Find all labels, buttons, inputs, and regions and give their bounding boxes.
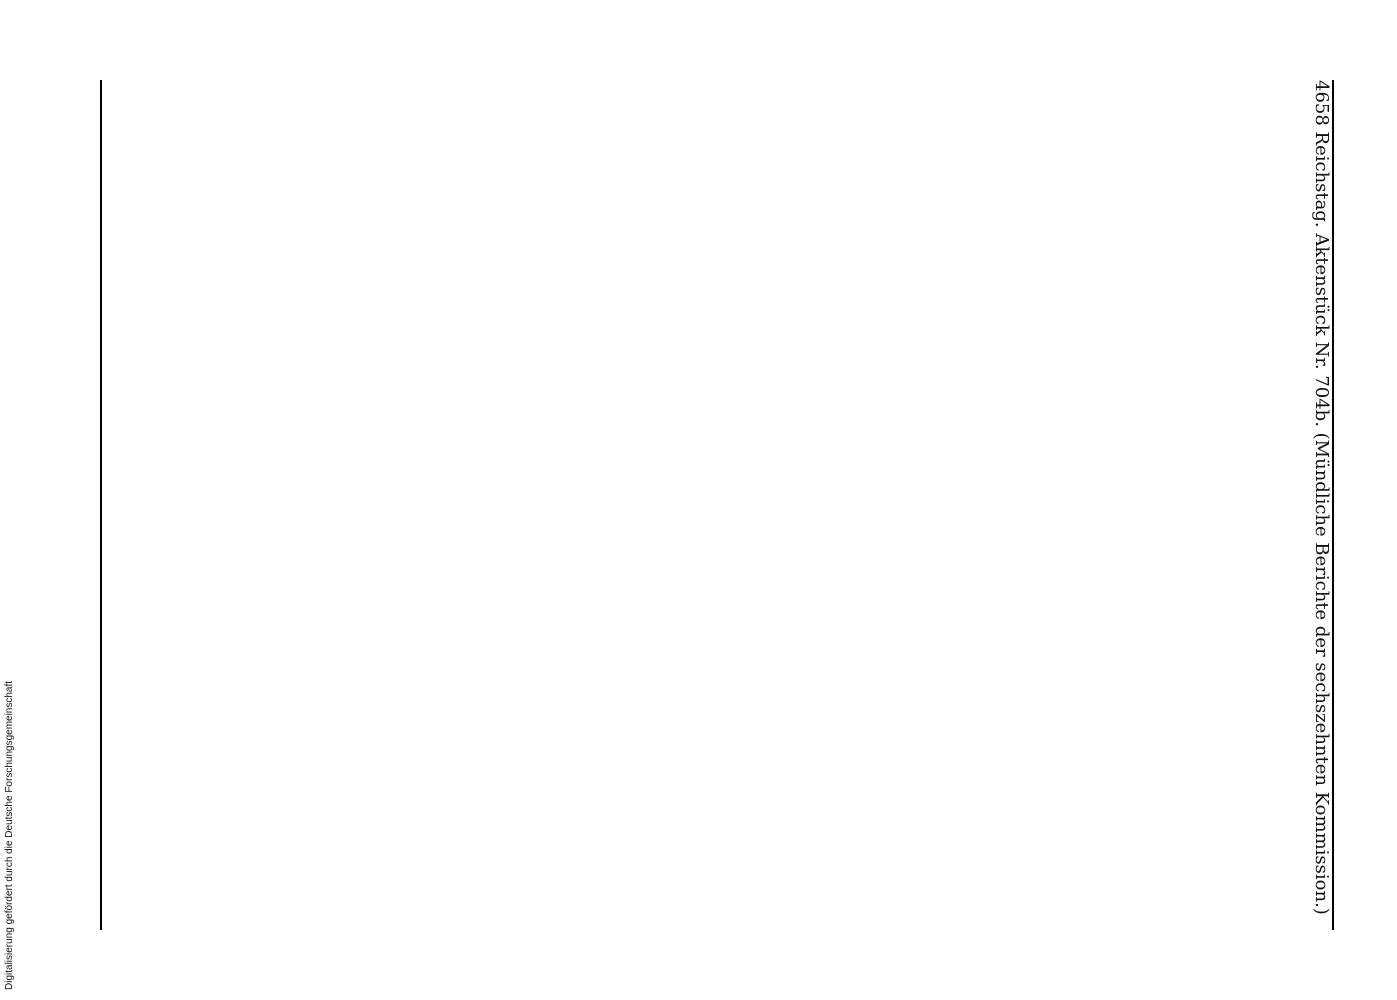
table-frame	[100, 80, 1334, 930]
page-header	[1152, 80, 1332, 930]
page-number: 4658	[1311, 80, 1332, 126]
header-text: Reichstag. Aktenstück Nr. 704b. (Mündliche Berichte der sechszehnten Kommission.)	[1311, 131, 1332, 915]
side-note: Digitalisierung gefördert durch die Deutsche Forschungsgemeinschaft	[4, 680, 15, 990]
